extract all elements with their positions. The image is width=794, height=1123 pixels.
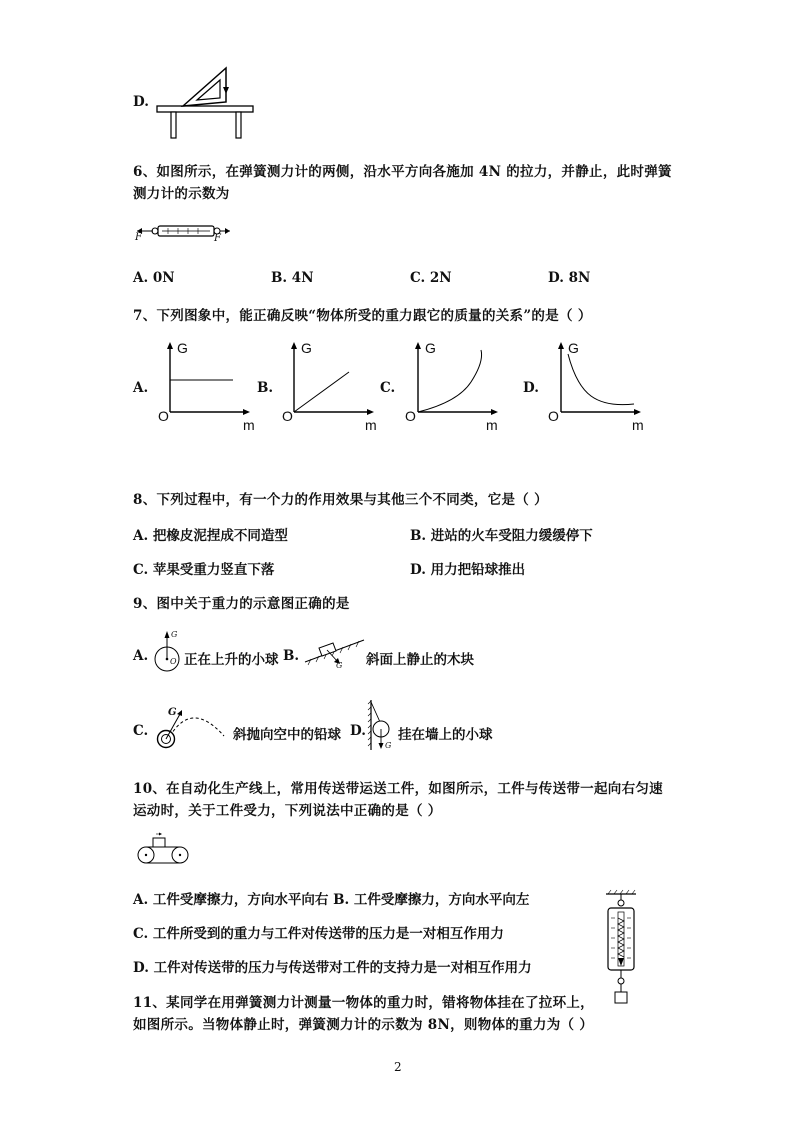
q11-stem-line2: 如图所示。当物体静止时，弹簧测力计的示数为 8N，则物体的重力为（ ） xyxy=(133,1017,594,1033)
q7-graph-a-label: A. xyxy=(133,380,149,396)
q7-graph-c-origin: O xyxy=(405,408,416,424)
q6-option-c: C. 2N xyxy=(410,270,452,286)
q6-force-label-left: F xyxy=(135,232,142,243)
q9-option-b-text: 斜面上静止的木块 xyxy=(366,652,474,668)
q9-hanging-ball-figure xyxy=(368,698,398,754)
q7-graph-b-label: B. xyxy=(257,380,274,396)
q7-graph-b xyxy=(279,340,379,435)
q11-inverted-spring-scale-figure xyxy=(600,888,642,1008)
q10-conveyor-belt-figure xyxy=(133,832,193,868)
q9-option-b-label: B. xyxy=(283,648,300,664)
q9-stem: 9、图中关于重力的示意图正确的是 xyxy=(133,596,350,612)
page-number: 2 xyxy=(394,1060,402,1074)
q10-option-c: C. 工件所受到的重力与工件对传送带的压力是一对相互作用力 xyxy=(133,926,504,942)
q7-graph-b-x-label: m xyxy=(365,417,377,433)
q10-stem-line1: 10、在自动化生产线上，常用传送带运送工件，如图所示，工件与传送带一起向右匀速 xyxy=(133,781,663,797)
q10-options-ab: A. 工件受摩擦力，方向水平向右 B. 工件受摩擦力，方向水平向左 xyxy=(133,892,530,908)
q7-graph-d-label: D. xyxy=(523,380,539,396)
q9-c-g-label: G xyxy=(168,707,177,718)
q9-b-g-label: G xyxy=(336,661,343,670)
q7-graph-d-origin: O xyxy=(548,408,559,424)
q10-option-d: D. 工件对传送带的压力与传送带对工件的支持力是一对相互作用力 xyxy=(133,960,532,976)
q9-option-d-text: 挂在墙上的小球 xyxy=(398,727,493,743)
q9-d-g-label: G xyxy=(385,741,392,750)
q8-option-d: D. 用力把铅球推出 xyxy=(410,562,526,578)
q7-graph-a-origin: O xyxy=(158,408,169,424)
q7-graph-b-y-label: G xyxy=(301,340,312,356)
q10-stem-line2: 运动时，关于工件受力，下列说法中正确的是（ ） xyxy=(133,803,442,819)
q6-option-a: A. 0N xyxy=(133,270,175,286)
q5-option-d-label: D. xyxy=(133,94,149,110)
q6-stem-line1: 6、如图所示，在弹簧测力计的两侧，沿水平方向各施加 4N 的拉力，并静止，此时弹簧 xyxy=(133,164,672,180)
q7-graph-a xyxy=(155,340,255,435)
q6-stem-line2: 测力计的示数为 xyxy=(133,186,230,202)
q9-a-g-label: G xyxy=(171,630,178,639)
q9-option-c-text: 斜抛向空中的铅球 xyxy=(233,727,341,743)
q9-option-a-label: A. xyxy=(133,648,149,664)
q8-option-b: B. 进站的火车受阻力缓缓停下 xyxy=(410,528,593,544)
q7-graph-d-y-label: G xyxy=(568,340,579,356)
q6-option-d: D. 8N xyxy=(548,270,591,286)
q6-force-label-right: F xyxy=(214,233,221,244)
q7-graph-b-origin: O xyxy=(282,408,293,424)
q7-stem: 7、下列图象中，能正确反映“物体所受的重力跟它的质量的关系”的是（ ） xyxy=(133,308,592,324)
q9-rising-ball-figure xyxy=(151,628,185,676)
q8-option-c: C. 苹果受重力竖直下落 xyxy=(133,562,275,578)
q9-option-a-text: 正在上升的小球 xyxy=(184,652,279,668)
q7-graph-c-x-label: m xyxy=(486,417,498,433)
q7-graph-a-y-label: G xyxy=(177,340,188,356)
q9-option-c-label: C. xyxy=(133,723,149,739)
q9-incline-block-figure xyxy=(302,636,366,672)
q8-option-a: A. 把橡皮泥捏成不同造型 xyxy=(133,528,288,544)
q7-graph-d-x-label: m xyxy=(632,417,644,433)
q9-option-d-label: D. xyxy=(350,723,366,739)
q5-triangle-table-figure xyxy=(150,62,260,142)
q7-graph-d xyxy=(546,340,646,435)
q9-thrown-ball-figure xyxy=(152,702,232,752)
q9-a-o-label: O xyxy=(170,657,177,666)
q6-option-b: B. 4N xyxy=(271,270,314,286)
q7-graph-c-y-label: G xyxy=(425,340,436,356)
q7-graph-c-label: C. xyxy=(380,380,396,396)
q8-stem: 8、下列过程中，有一个力的作用效果与其他三个不同类，它是（ ） xyxy=(133,492,548,508)
q11-stem-line1: 11、某同学在用弹簧测力计测量一物体的重力时，错将物体挂在了拉环上， xyxy=(133,995,594,1011)
q7-graph-a-x-label: m xyxy=(243,417,255,433)
